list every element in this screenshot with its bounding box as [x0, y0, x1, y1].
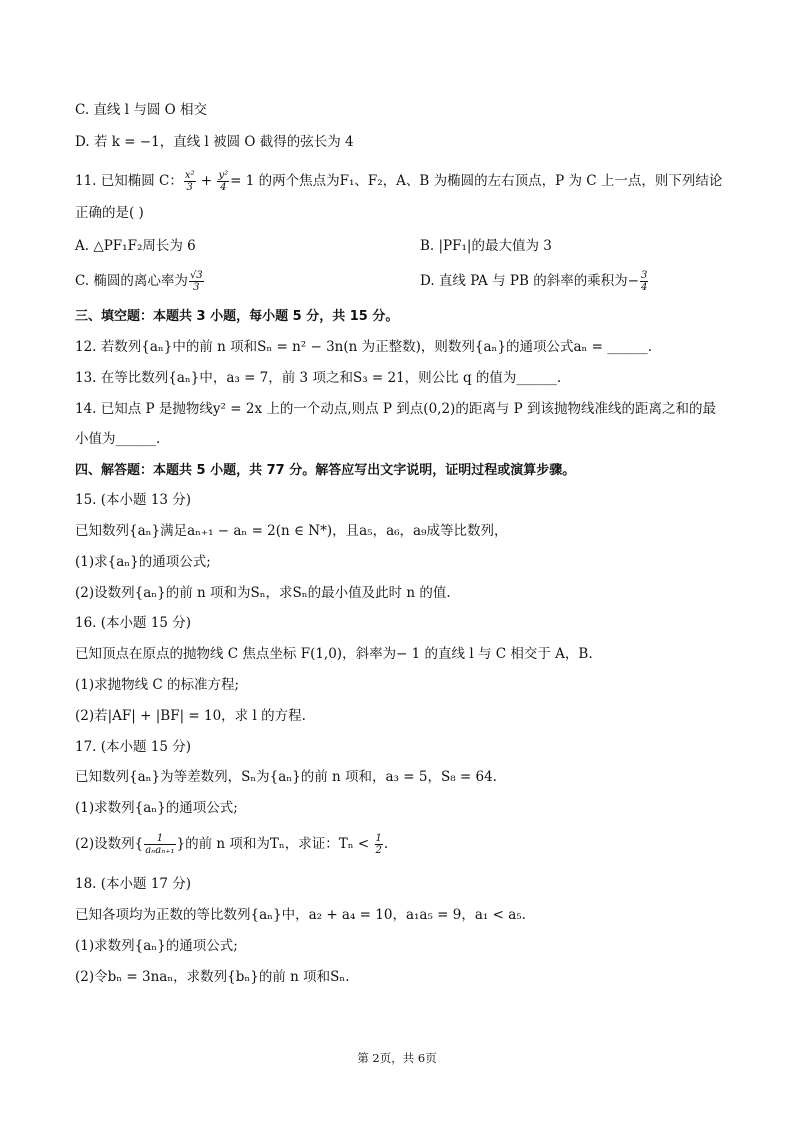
question-17-part-2: (2)设数列{ $\frac{1}{\text{aₙaₙ₊₁}}$ }的前 n 项和为Tₙ，求证：Tₙ < $\frac{1}{2}$ . — [75, 833, 389, 856]
q11-option-a: A. △PF₁F₂周长为 6 — [75, 238, 196, 254]
question-18-part-2: (2)令bₙ = 3naₙ，求数列{bₙ}的前 n 项和Sₙ. — [75, 969, 350, 985]
question-15-header: 15. (本小题 13 分) — [75, 492, 192, 508]
q11-option-b: B. |PF₁|的最大值为 3 — [420, 238, 552, 254]
question-16-stem: 已知顶点在原点的抛物线 C 焦点坐标 F(1,0)，斜率为− 1 的直线 l 与 C 相交于 A，B. — [75, 646, 593, 662]
option-d-line: D. 若 k = −1，直线 l 被圆 O 截得的弦长为 4 — [75, 134, 354, 150]
section-4-heading: 四、解答题：本题共 5 小题，共 77 分。解答应写出文字说明，证明过程或演算步骤。 — [75, 463, 576, 478]
question-18-stem: 已知各项均为正数的等比数列{aₙ}中，a₂ + a₄ = 10，a₁a₅ = 9，a₁ < a₅. — [75, 907, 526, 923]
fraction-3-over-4: $\frac{3}{4}$ — [641, 270, 648, 293]
question-17-header: 17. (本小题 15 分) — [75, 739, 192, 755]
option-c-line: C. 直线 l 与圆 O 相交 — [75, 102, 207, 118]
question-16-part-1: (1)求抛物线 C 的标准方程; — [75, 677, 240, 693]
question-11-options-cd — [75, 270, 734, 293]
q11-option-c: C. 椭圆的离心率为 $\frac{√3}{3}$ — [75, 270, 203, 293]
page-footer: 第 2页，共 6页 — [357, 1051, 437, 1065]
question-18-header: 18. (本小题 17 分) — [75, 876, 192, 892]
fraction-1-over-2: $\frac{1}{2}$ — [375, 833, 382, 856]
question-17-stem: 已知数列{aₙ}为等差数列，Sₙ为{aₙ}的前 n 项和，a₃ = 5，S₈ = 64. — [75, 769, 497, 785]
fraction-1-over-anan1: $\frac{1}{\text{aₙaₙ₊₁}}$ — [145, 833, 175, 856]
question-11-stem-cont: 正确的是( ) — [75, 205, 144, 221]
question-18-part-1: (1)求数列{aₙ}的通项公式; — [75, 938, 238, 954]
question-15-part-1: (1)求{aₙ}的通项公式; — [75, 554, 211, 570]
question-11-options-ab — [75, 236, 734, 256]
question-16-header: 16. (本小题 15 分) — [75, 615, 192, 631]
fraction-root3-over-3: $\frac{√3}{3}$ — [189, 270, 203, 293]
question-15-stem: 已知数列{aₙ}满足aₙ₊₁ − aₙ = 2(n ∈ N*)，且a₅，a₆，a₉成等比数列， — [75, 523, 508, 539]
question-12: 12. 若数列{aₙ}中的前 n 项和Sₙ = n² − 3n(n 为正整数)，则数列{aₙ}的通项公式aₙ = ______. — [75, 339, 653, 355]
question-16-part-2: (2)若|AF| + |BF| = 10，求 l 的方程. — [75, 708, 306, 724]
question-14: 14. 已知点 P 是抛物线y² = 2x 上的一个动点,则点 P 到点(0,2)的距离与 P 到该抛物线准线的距离之和的最 — [75, 401, 716, 417]
q11-suffix: = 1 的两个焦点为F₁、F₂，A、B 为椭圆的左右顶点，P 为 C 上一点，则下列结论 — [230, 173, 723, 189]
question-17-part-1: (1)求数列{aₙ}的通项公式; — [75, 800, 238, 816]
question-13: 13. 在等比数列{aₙ}中，a₃ = 7，前 3 项之和S₃ = 21，则公比 q 的值为______. — [75, 370, 562, 386]
section-3-heading: 三、填空题：本题共 3 小题，每小题 5 分，共 15 分。 — [75, 309, 399, 324]
q11-prefix: 11. 已知椭圆 C： — [75, 173, 183, 189]
q11-option-d: D. 直线 PA 与 PB 的斜率的乘积为− $\frac{3}{4}$ — [420, 270, 648, 293]
question-11-stem: 11. 已知椭圆 C： $\frac{\text{x²}}{3}$ + $\frac{\text{y²}}{4}$ = 1 的两个焦点为F₁、F₂，A、B 为椭圆的左右顶点，P 为 C 上一点，则下列结论 — [75, 170, 723, 193]
question-14-cont: 小值为______. — [75, 431, 161, 447]
fraction-y2-over-4: $\frac{\text{y²}}{4}$ — [218, 170, 229, 193]
question-15-part-2: (2)设数列{aₙ}的前 n 项和为Sₙ，求Sₙ的最小值及此时 n 的值. — [75, 585, 451, 601]
fraction-x2-over-3: $\frac{\text{x²}}{3}$ — [184, 170, 195, 193]
